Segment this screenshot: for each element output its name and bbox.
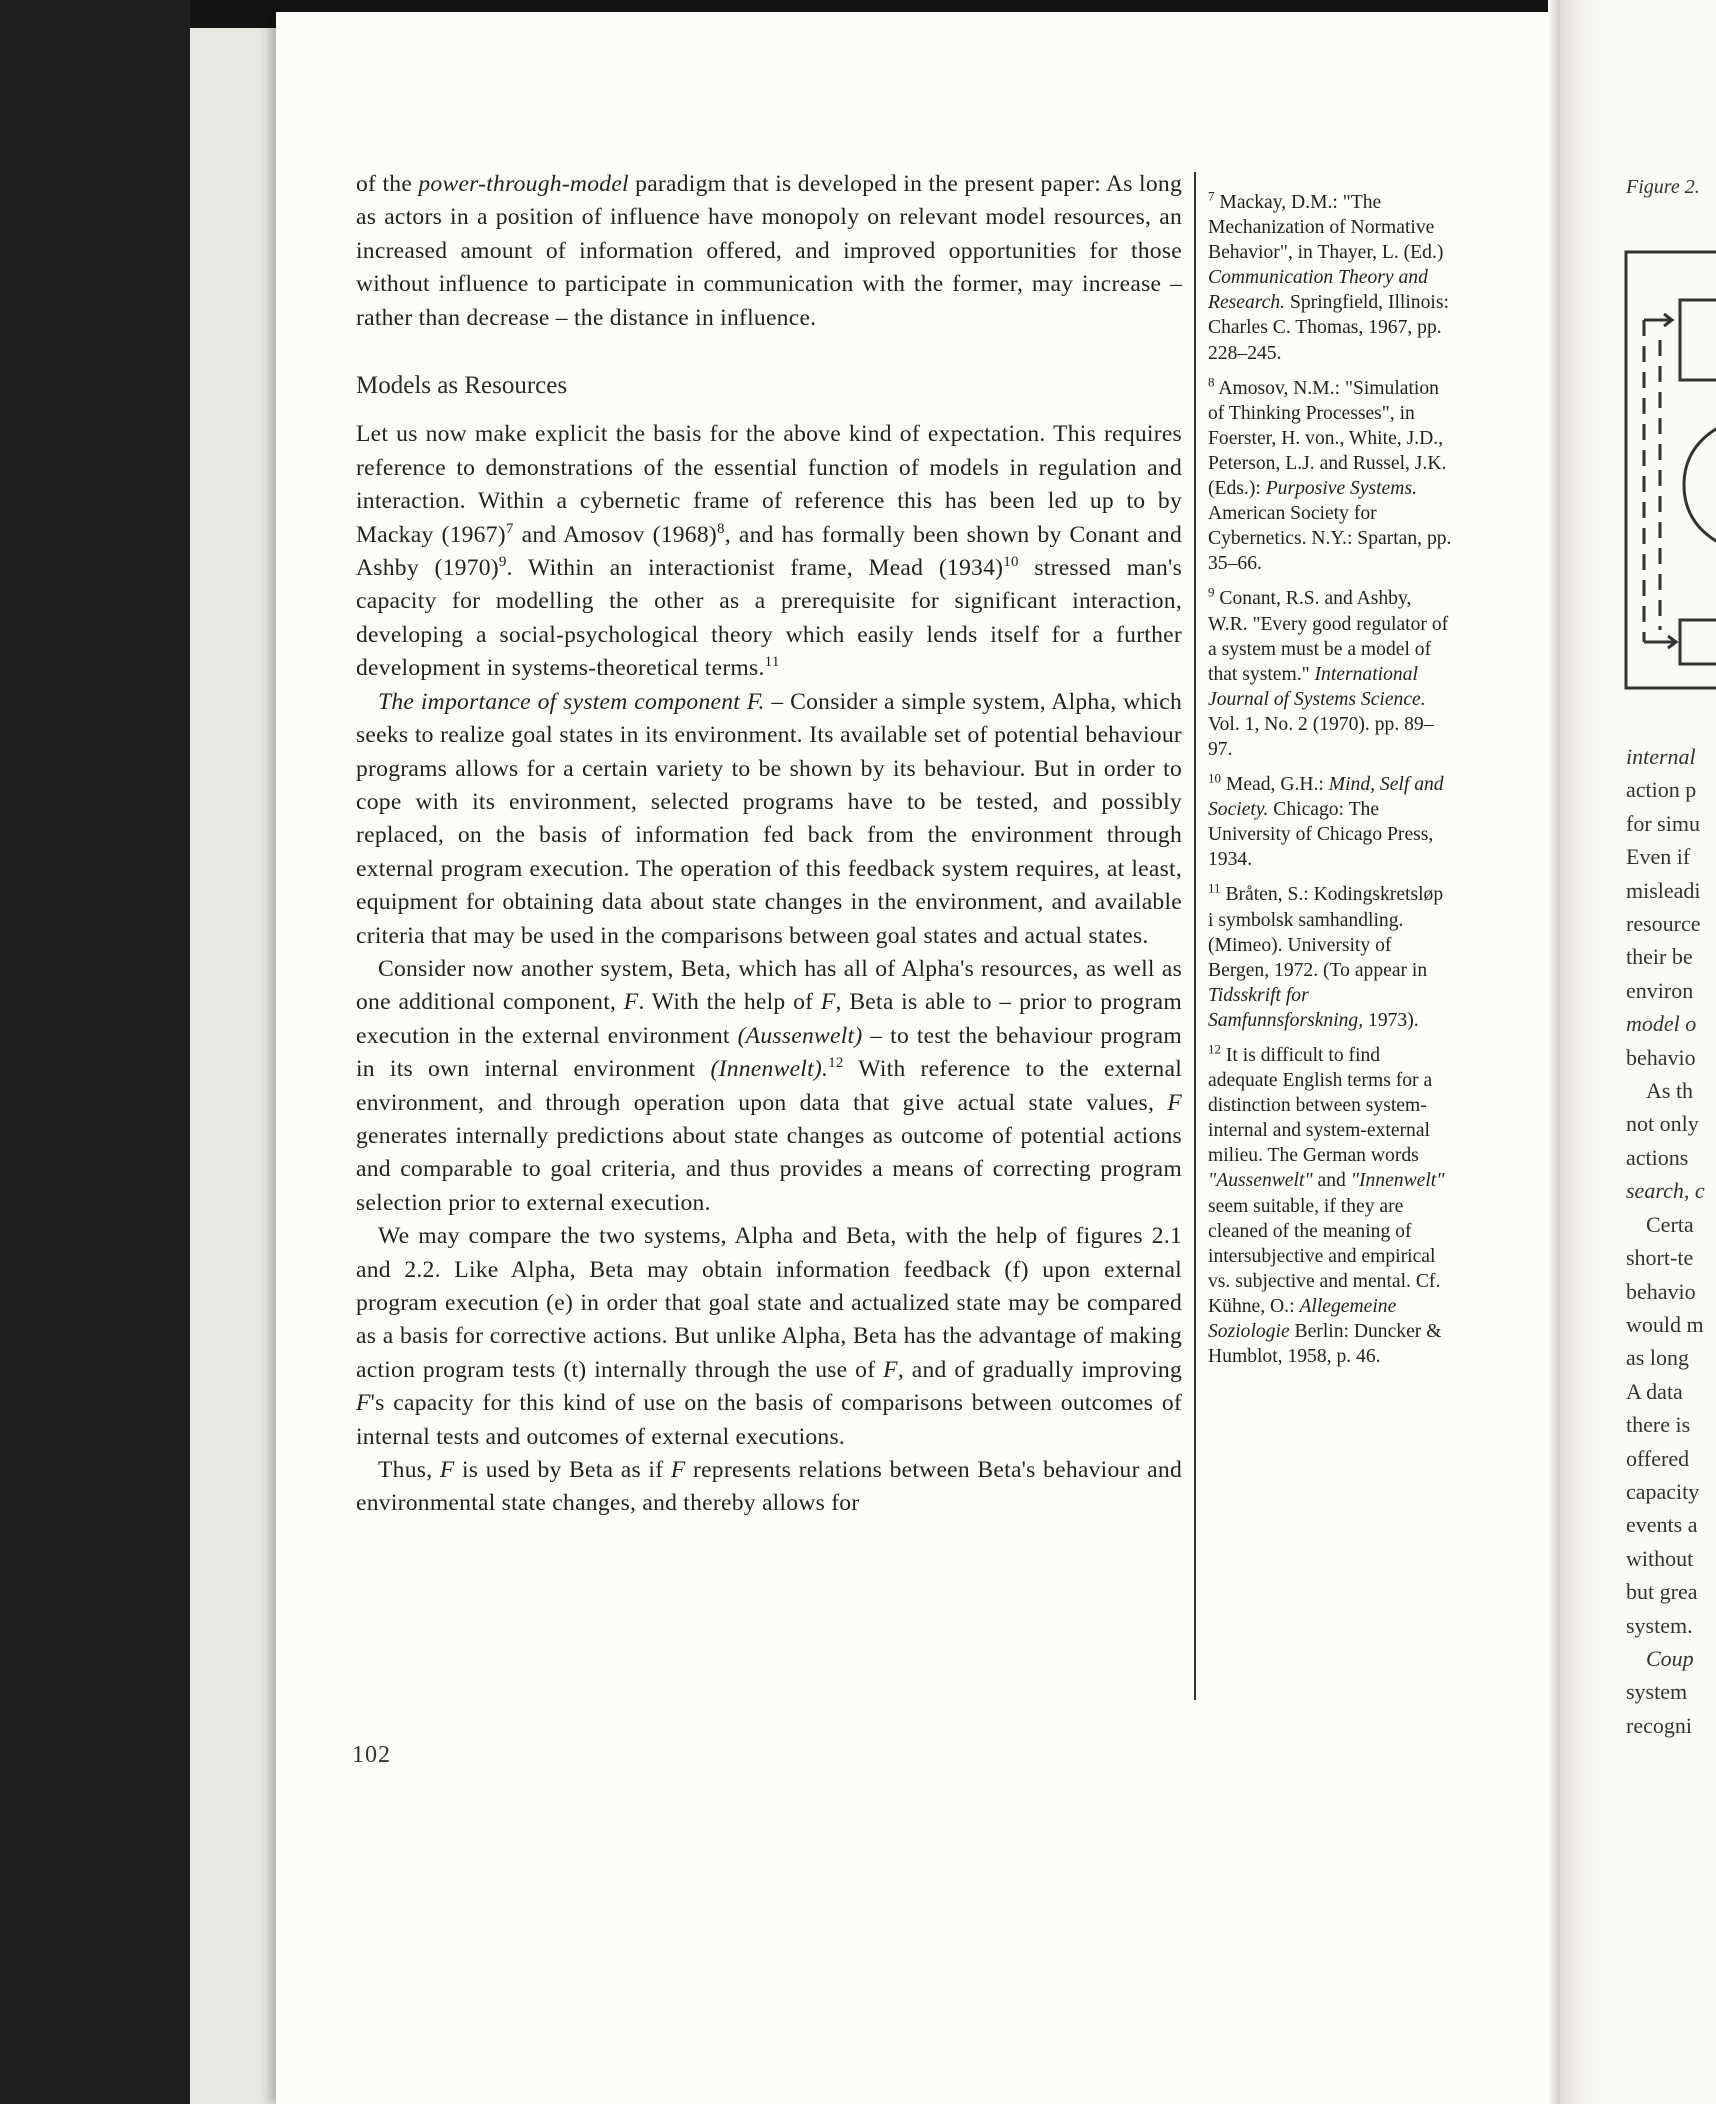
intro-paragraph: of the power-through-model paradigm that is developed in the present paper: As long as actors in a position of influence have monopoly on relevant model resources, an increased amount of information offered, and improved opportunities for those without influence to participate in communication with the former, may increase – rather than decrease – the distance in influence. (356, 171, 1182, 331)
section-heading: Models as Resources (356, 372, 568, 400)
footnote-11: $^{11}$ Bråten, S.: Kodingskretsløp i symbolsk samhandling. (Mimeo). University of Bergen, 1972. (To appear in Tidsskrift for Samfunnsforskning, 1973). (1208, 880, 1444, 1031)
column-rule (1194, 172, 1196, 1700)
text-line: action p (1626, 777, 1697, 803)
text-line: behavio (1626, 1044, 1696, 1070)
main-column (356, 168, 1182, 1521)
text-line: would m (1626, 1311, 1704, 1337)
arrow-top (1644, 314, 1672, 326)
text-line: not only (1626, 1111, 1699, 1137)
figure-box-top (1680, 300, 1716, 380)
footnotes (1208, 190, 1452, 1379)
page-number: 102 (352, 1742, 391, 1768)
text-line: Certa (1646, 1211, 1694, 1237)
text-line: short-te (1626, 1245, 1694, 1271)
paragraph-beta: Consider now another system, Beta, which has all of Alpha's resources, as well as one additional component, F. With the help of F, Beta is able to – prior to program execution in the external environment (Aussenwelt) – to test the behaviour program in its own internal environment (Innenwelt).$^{12}$ With reference to the external environment, and through operation upon data that give actual state values, F generates internally predictions about state changes as outcome of potential actions and comparable to goal criteria, and thus provides a means of correcting program selection prior to external execution. (356, 955, 1183, 1216)
text-line: without (1626, 1545, 1694, 1571)
text-line: system. (1626, 1612, 1693, 1638)
text-line: events a (1626, 1512, 1698, 1538)
scanner-background-left (0, 0, 190, 2104)
text-line: Even if (1626, 844, 1691, 870)
figure-label: Figure 2. (1626, 176, 1700, 198)
text-line: there is (1626, 1412, 1691, 1438)
text-line: offered (1626, 1445, 1690, 1471)
page-102 (276, 12, 1566, 2104)
paragraph-models: Let us now make explicit the basis for the above kind of expectation. This requires reference to demonstrations of the essential function of models in regulation and interaction. Within a cybernetic frame of reference this has been led up to by Mackay $(1967)^7$ and Amosov $(1968)^8$, and has formally been shown by Conant and Ashby $(1970)^9$. Within an interactionist frame, Mead $(1934)^{10}$ stressed man's capacity for modelling the other as a prerequisite for significant interaction, developing a social-psychological theory which easily lends itself for a further development in systems-theoretical terms.$^{11}$ (356, 421, 1182, 682)
text-line: actions (1626, 1144, 1689, 1170)
figure-box-bottom (1680, 620, 1716, 664)
paragraph-component-f: The importance of system component F. – Consider a simple system, Alpha, which seeks to realize goal states in its environment. Its available set of potential behaviour programs allows for a certain variety to be shown by its behaviour. But in order to cope with its environment, selected programs have to be tested, and possibly replaced, on the basis of information fed back from the environment through external program execution. The operation of this feedback system requires, at least, equipment for obtaining data about state changes in the environment, and available criteria that may be used in the comparisons between goal states and actual states. (356, 688, 1182, 949)
text-line: system (1626, 1679, 1688, 1705)
figure-fragment (1624, 250, 1716, 690)
footnote-12: $^{12}$ It is difficult to find adequate English terms for a distinction between system-internal and system-external milieu. The German words "Aussenwelt" and "Innenwelt" seem suitable, if they are cleaned of the meaning of intersubjective and empirical vs. subjective and mental. Cf. Kühne, O.: Allegemeine Soziologie Berlin: Duncker & Humblot, 1958, p. 46. (1208, 1041, 1445, 1368)
text-line: As th (1646, 1078, 1694, 1104)
text-line: for simu (1626, 810, 1700, 836)
text-line: Coup (1646, 1645, 1694, 1671)
paragraph-compare: We may compare the two systems, Alpha and Beta, with the help of figures 2.1 and 2.2. Like Alpha, Beta may obtain information feedback (f) upon external program execution (e) in order that goal state and actualized state may be compared as a basis for corrective actions. But unlike Alpha, Beta has the advantage of making action program tests (t) internally through the use of F, and of gradually improving F's capacity for this kind of use on the basis of comparisons between outcomes of internal tests and outcomes of external executions. (356, 1223, 1182, 1450)
text-line: environ (1626, 977, 1694, 1003)
text-line: behavio (1626, 1278, 1696, 1304)
text-line: misleadi (1626, 877, 1701, 903)
text-line: internal (1626, 744, 1696, 769)
footnote-8: $^8$ Amosov, N.M.: "Simulation of Thinking Processes", in Foerster, H. von., White, J.D., Peterson, L.J. and Russel, J.K. (Eds.): Purposive Systems. American Society for Cybernetics. N.Y.: Spartan, pp. 35–66. (1208, 374, 1452, 575)
text-line: recogni (1626, 1712, 1692, 1738)
figure-curve (1684, 420, 1716, 550)
text-line: but grea (1626, 1579, 1698, 1605)
text-line: resource (1626, 911, 1701, 937)
footnote-9: $^9$ Conant, R.S. and Ashby, W.R. "Every good regulator of a system must be a model of that system." International Journal of Systems Science. Vol. 1, No. 2 (1970). pp. 89–97. (1208, 584, 1449, 760)
text-line: A data (1626, 1378, 1683, 1404)
facing-page-text (1626, 740, 1716, 1742)
footnote-10: $^{10}$ Mead, G.H.: Mind, Self and Society. Chicago: The University of Chicago Press, 1934. (1208, 770, 1444, 871)
text-line: as long (1626, 1345, 1689, 1371)
text-line: model o (1626, 1011, 1697, 1037)
facing-page (1560, 0, 1716, 2104)
text-line: search, c (1626, 1178, 1705, 1204)
text-line: capacity (1626, 1478, 1700, 1504)
text-line: their be (1626, 944, 1693, 970)
paragraph-thus: Thus, F is used by Beta as if F represents relations between Beta's behaviour and environmental state changes, and thereby allows for (356, 1457, 1182, 1517)
arrow-bottom (1644, 636, 1676, 648)
footnote-7: $^7$ Mackay, D.M.: "The Mechanization of Normative Behavior", in Thayer, L. (Ed.) Communication Theory and Research. Springfield, Illinois: Charles C. Thomas, 1967, pp. 228–245. (1208, 188, 1449, 364)
